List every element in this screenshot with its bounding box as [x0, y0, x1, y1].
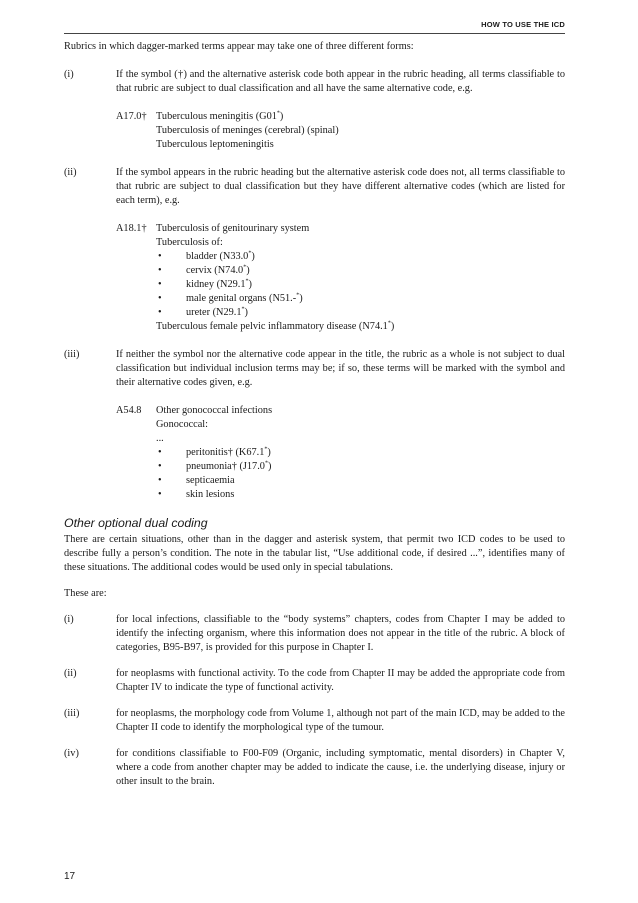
page-number: 17 [64, 871, 76, 882]
item-text: for neoplasms with functional activity. To the code from Chapter II may be added the appropriate code from Chapter IV to indicate the type of functional activity. [116, 668, 565, 693]
bullet-item: • peritonitis† (K67.1*) [158, 446, 271, 458]
bullet-item: • kidney (N29.1*) [158, 278, 252, 290]
section-paragraph: There are certain situations, other than in the dagger and asterisk system, that permit two ICD codes to be used to describe fully a person’s condition. The note in the tabular list, “Use additional code, if desired ...”, identifies many of these situations. The additional codes would be used only in special tabulations. [64, 534, 565, 573]
bullet-icon: • [158, 279, 162, 290]
section-heading: Other optional dual coding [64, 516, 208, 530]
bullet-item: • ureter (N29.1*) [158, 306, 248, 318]
bullet-icon: • [158, 293, 162, 304]
example-title: Tuberculosis of genitourinary system [156, 223, 310, 234]
running-header: HOW TO USE THE ICD [481, 20, 565, 29]
form-item-iii [64, 348, 565, 390]
situation-item [64, 707, 565, 735]
item-number: (iii) [64, 708, 80, 719]
situation-item [64, 613, 565, 655]
item-text: for neoplasms, the morphology code from Volume 1, although not part of the main ICD, may be added to the Chapter II code to identify the morphological type of the tumour. [116, 708, 565, 733]
example-line: Tuberculous female pelvic inflammatory disease (N74.1*) [156, 320, 395, 332]
bullet-item: • septicaemia [158, 475, 235, 486]
item-number: (ii) [64, 668, 77, 679]
example-code: A18.1† [116, 223, 147, 234]
item-number: (iv) [64, 748, 79, 759]
intro-text: Rubrics in which dagger-marked terms appear may take one of three different forms: [64, 41, 414, 52]
item-text: If the symbol (†) and the alternative asterisk code both appear in the rubric heading, all terms classifiable to that rubric are subject to dual classification and all have the same alternative code, e.g. [116, 69, 565, 94]
item-number: (iii) [64, 349, 80, 360]
item-number: (i) [64, 614, 74, 625]
bullet-icon: • [158, 475, 162, 486]
example-sub: Tuberculosis of: [156, 237, 223, 248]
bullet-icon: • [158, 251, 162, 262]
item-number: (i) [64, 69, 74, 80]
bullet-item: • bladder (N33.0*) [158, 250, 255, 262]
example-a54 [116, 404, 565, 502]
bullet-item: • skin lesions [158, 489, 235, 500]
situation-item [64, 747, 565, 789]
example-title: Other gonococcal infections [156, 405, 273, 416]
situation-item [64, 667, 565, 695]
item-number: (ii) [64, 167, 77, 178]
example-a18 [116, 222, 565, 334]
example-line: Tuberculous leptomeningitis [156, 139, 274, 150]
these-are-label: These are: [64, 588, 107, 599]
bullet-item: • cervix (N74.0*) [158, 264, 250, 276]
example-ellipsis: ... [156, 433, 164, 444]
item-text: If the symbol appears in the rubric heading but the alternative asterisk code does not, all terms classifiable to that rubric are subject to dual classification but they have different alternative codes (which are listed for each term), e.g. [116, 167, 565, 206]
example-line: Tuberculous meningitis (G01*) [156, 110, 284, 122]
example-line: Tuberculosis of meninges (cerebral) (spinal) [156, 125, 339, 136]
bullet-item: • pneumonia† (J17.0*) [158, 460, 272, 472]
item-text: for conditions classifiable to F00-F09 (Organic, including symptomatic, mental disorders) in Chapter V, where a code from another chapter may be added to indicate the cause, i.e. the underlying disease, injury or other insult to the brain. [116, 748, 565, 787]
header-rule [64, 33, 565, 34]
bullet-icon: • [158, 461, 162, 472]
example-a17 [116, 110, 565, 152]
bullet-icon: • [158, 307, 162, 318]
form-item-i [64, 68, 565, 96]
bullet-icon: • [158, 265, 162, 276]
example-code: A17.0† [116, 111, 147, 122]
item-text: for local infections, classifiable to the “body systems” chapters, codes from Chapter I may be added to identify the infecting organism, where this information does not appear in the title of the rubric. A block of categories, B95-B97, is provided for this purpose in Chapter I. [116, 614, 565, 653]
bullet-icon: • [158, 489, 162, 500]
bullet-icon: • [158, 447, 162, 458]
example-code: A54.8 [116, 405, 142, 416]
item-text: If neither the symbol nor the alternative code appear in the title, the rubric as a whole is not subject to dual classification but individual inclusion terms may be; if so, these terms will be marked with the symbol and their alternative codes given, e.g. [116, 349, 565, 388]
form-item-ii [64, 166, 565, 208]
page-content [64, 40, 565, 801]
bullet-item: • male genital organs (N51.-*) [158, 292, 303, 304]
example-sub: Gonococcal: [156, 419, 209, 430]
